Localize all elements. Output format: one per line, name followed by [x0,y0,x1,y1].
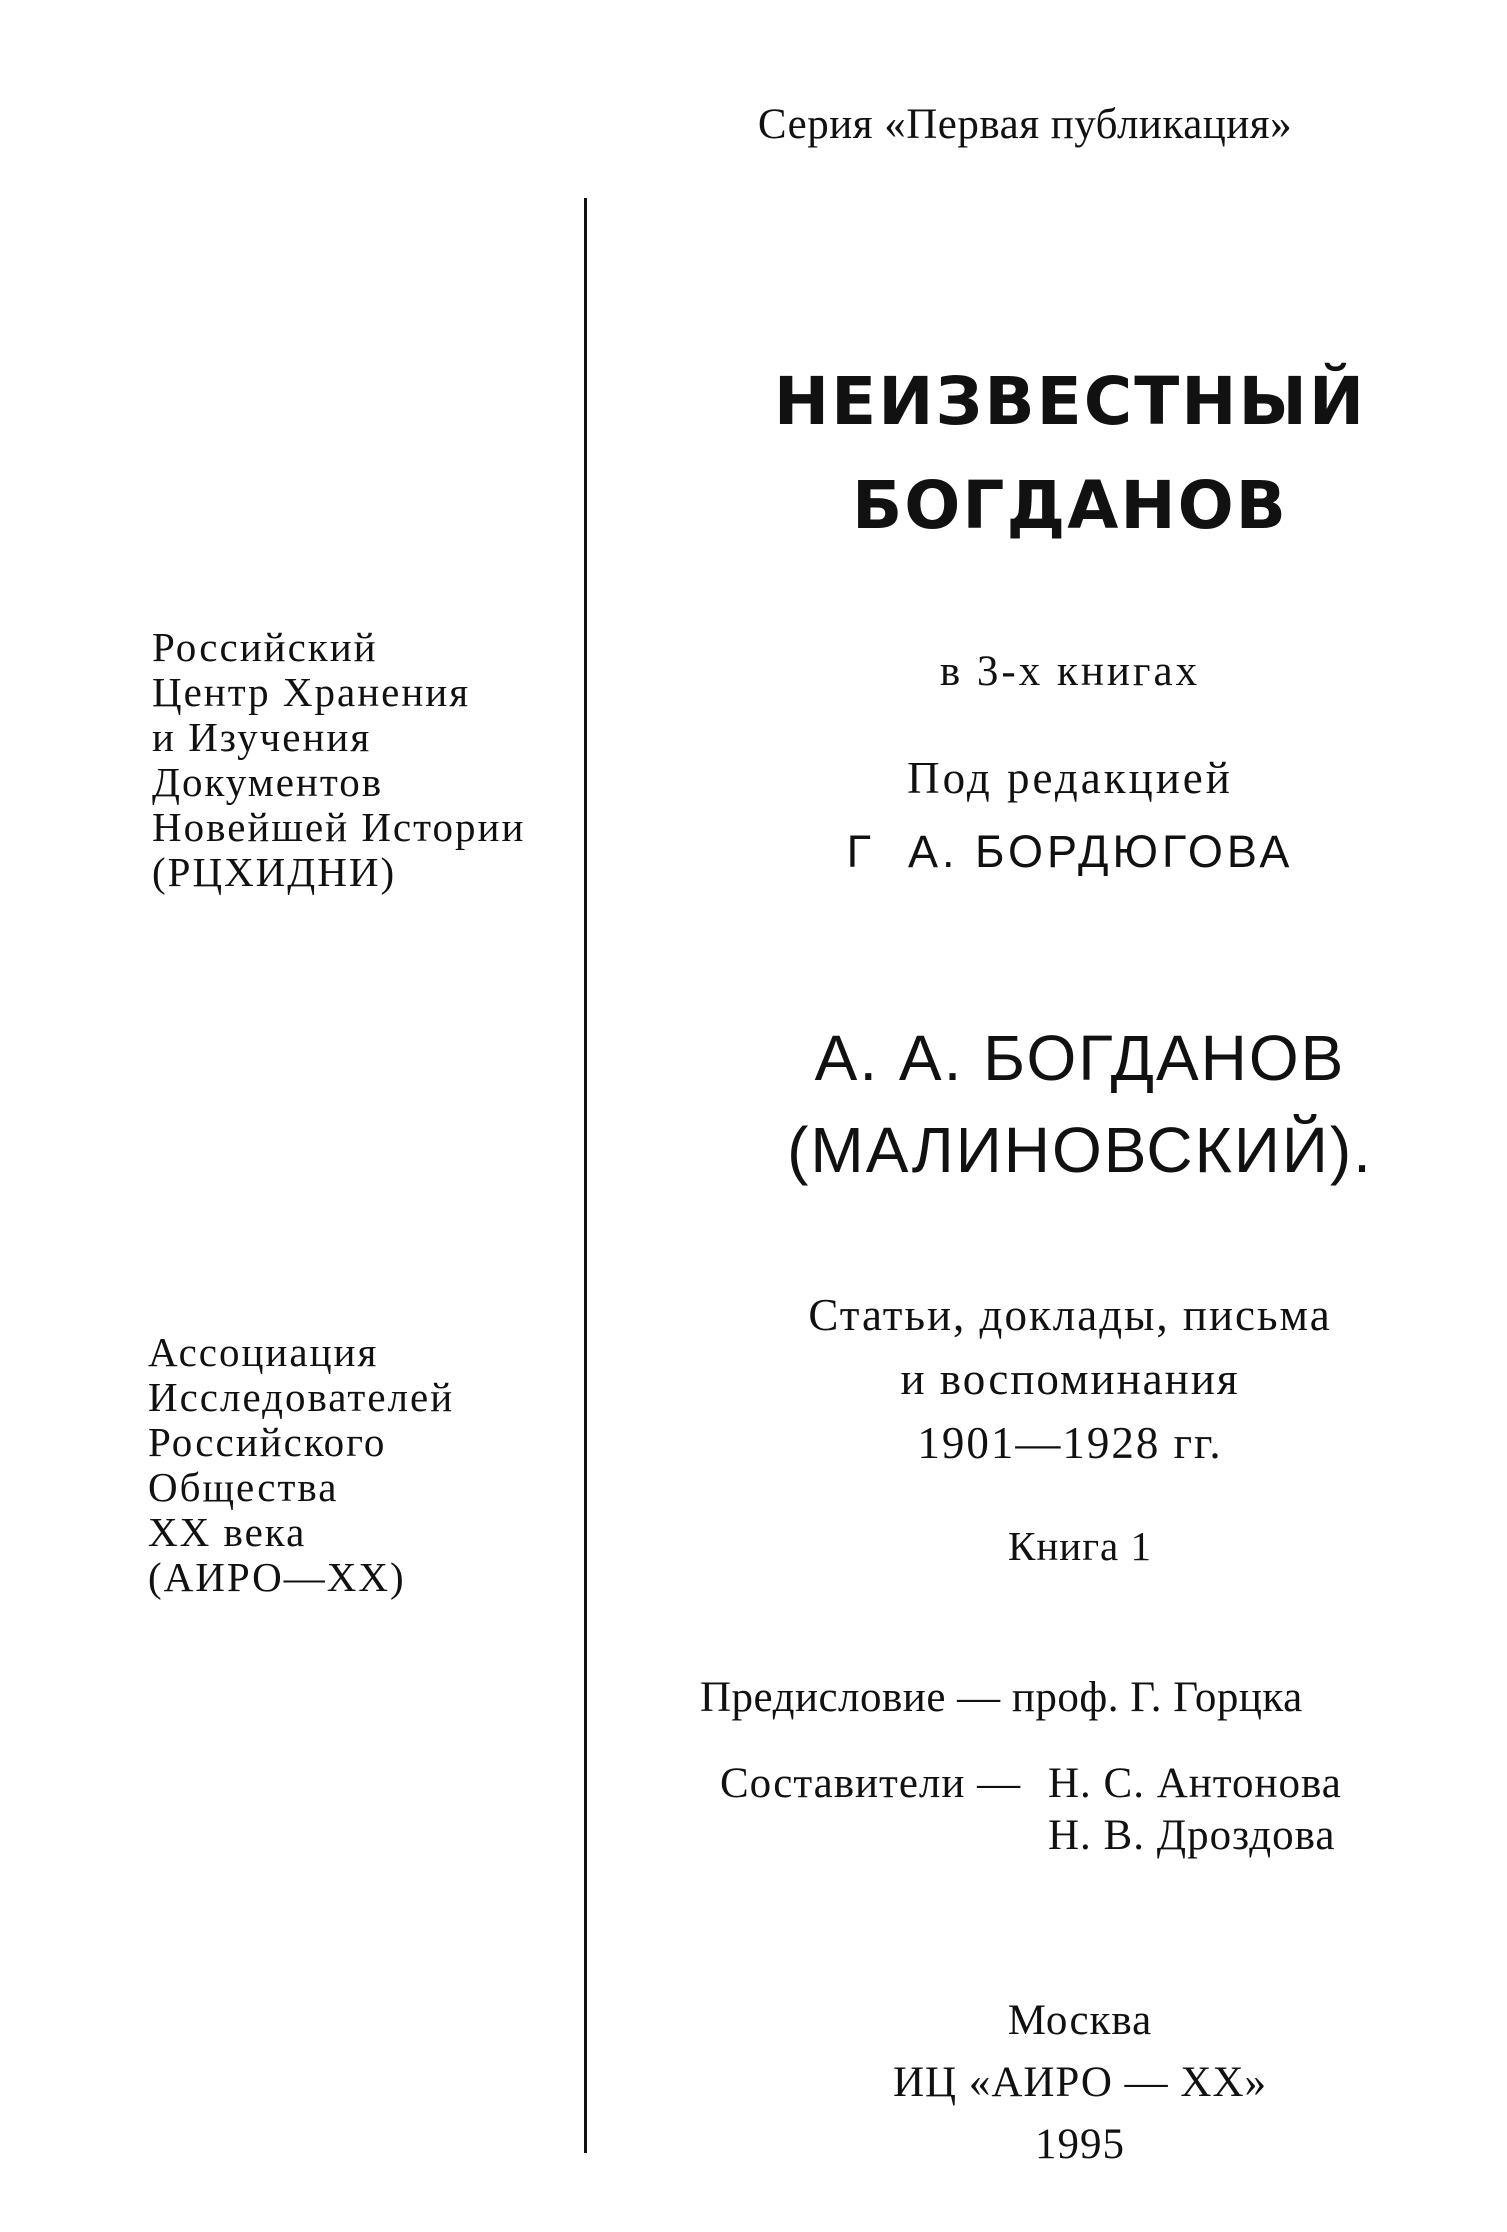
imprint-year: 1995 [1035,2121,1125,2168]
institution-line: Документов [152,759,384,805]
book-title [770,350,1370,558]
contents-line-3: 1901—1928 гг. [917,1418,1223,1468]
author-name [740,1012,1420,1196]
compiler-name-1: Н. С. Антонова [1048,1760,1342,1807]
series-title: Серия «Первая публикация» [757,101,1293,148]
imprint-publisher: ИЦ «АИРО — XX» [892,2059,1268,2106]
contents-line-1: Статьи, доклады, письма [808,1290,1332,1340]
author-line-2: (МАЛИНОВСКИЙ). [787,1114,1373,1186]
compiler-name-2: Н. В. Дроздова [1048,1812,1336,1859]
author-line-1: А. А. БОГДАНОВ [814,1022,1346,1094]
imprint [860,1990,1300,2176]
institution-rtskhidni [152,625,572,895]
preface-credit: Предисловие — проф. Г. Горцка [700,1674,1303,1721]
editor-label: Под редакцией [907,753,1233,803]
book-number: Книга 1 [1008,1523,1152,1569]
institution-line: Новейшей Истории [152,804,526,850]
editor-name: Г А. БОРДЮГОВА [846,826,1294,877]
compilers-credit [720,1758,1400,1862]
compilers-label: Составители — [720,1760,1022,1807]
institution-line: (АИРО—XX) [148,1554,406,1600]
institution-line: и Изучения [152,714,372,760]
contents-line-2: и воспоминания [900,1354,1240,1404]
institution-line: Ассоциация [148,1329,379,1375]
institution-line: Российский [152,624,378,670]
institution-line: Общества [148,1464,339,1510]
book-title-line-1: НЕИЗВЕСТНЫЙ [773,363,1367,440]
institution-line: XX века [148,1509,307,1555]
book-title-line-2: БОГДАНОВ [852,467,1288,544]
institution-line: Исследователей [148,1374,455,1420]
institution-airo [148,1330,568,1600]
institution-line: Центр Хранения [152,669,471,715]
imprint-city: Москва [1007,1997,1153,2044]
volumes-note: в 3-х книгах [939,648,1201,695]
institution-line: Российского [148,1419,387,1465]
compilers-row-1 [720,1758,1400,1810]
contents-description [730,1283,1410,1475]
compilers-row-2 [720,1810,1400,1862]
vertical-divider [584,198,587,2153]
institution-line: (РЦХИДНИ) [152,849,397,895]
